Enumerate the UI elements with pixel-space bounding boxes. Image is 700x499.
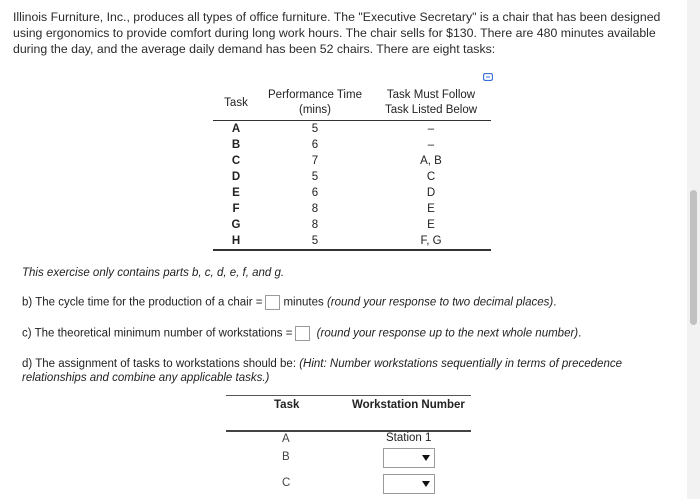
table-row: H 5 F, G	[213, 233, 491, 250]
assignment-header-task: Task	[274, 399, 300, 411]
scrollbar-thumb[interactable]	[690, 190, 697, 325]
task-precedence-table	[213, 86, 491, 251]
table-row: A 5 –	[231, 123, 435, 135]
cycle-time-input[interactable]	[265, 295, 280, 310]
min-workstations-input[interactable]	[295, 326, 310, 341]
assignment-header-station: Workstation Number	[352, 399, 465, 411]
assignment-row: B	[226, 448, 471, 468]
dropdown-arrow-icon	[421, 453, 431, 463]
table-row: E 6 D	[232, 187, 436, 199]
table-row: B 6 –	[231, 139, 435, 151]
table-row: C 7 A, B	[231, 155, 442, 167]
header-task-must-follow: Task Must Follow Task Listed Below	[384, 89, 478, 116]
table-row: F 8 E	[232, 203, 435, 215]
question-b: b) The cycle time for the production of a chair = minutes (round your response to two decimal places).	[22, 296, 557, 309]
assignment-row: A Station 1	[282, 432, 432, 445]
station-value: Station 1	[386, 432, 432, 444]
question-d: d) The assignment of tasks to workstations should be: (Hint: Number workstations sequentially in terms of precedence relationships and combine any applicable tasks.)	[22, 358, 622, 384]
table-row: D 5 C	[231, 171, 436, 183]
question-c: c) The theoretical minimum number of workstations = (round your response up to the next whole number).	[22, 327, 582, 340]
assignment-row: C	[226, 474, 471, 494]
vertical-scrollbar[interactable]	[687, 0, 700, 499]
station-select-c[interactable]	[383, 474, 435, 494]
table-row: G 8 E	[231, 219, 435, 231]
exercise-note: This exercise only contains parts b, c, d, e, f, and g.	[22, 267, 285, 279]
station-select-b[interactable]	[383, 448, 435, 468]
assignment-table-header	[226, 395, 471, 432]
dropdown-arrow-icon	[421, 479, 431, 489]
header-task: Task	[224, 97, 248, 109]
header-performance-time: Performance Time (mins)	[268, 89, 362, 116]
copy-table-icon[interactable]	[483, 73, 493, 81]
problem-intro: Illinois Furniture, Inc., produces all types of office furniture. The "Executive Secretary" is a chair that has been designed using ergonomics to provide comfort during long work hours. The chair sells for $130. There are 480 minutes available during the day, and the average daily demand has been 52 chairs. There are eight tasks:	[13, 10, 661, 56]
